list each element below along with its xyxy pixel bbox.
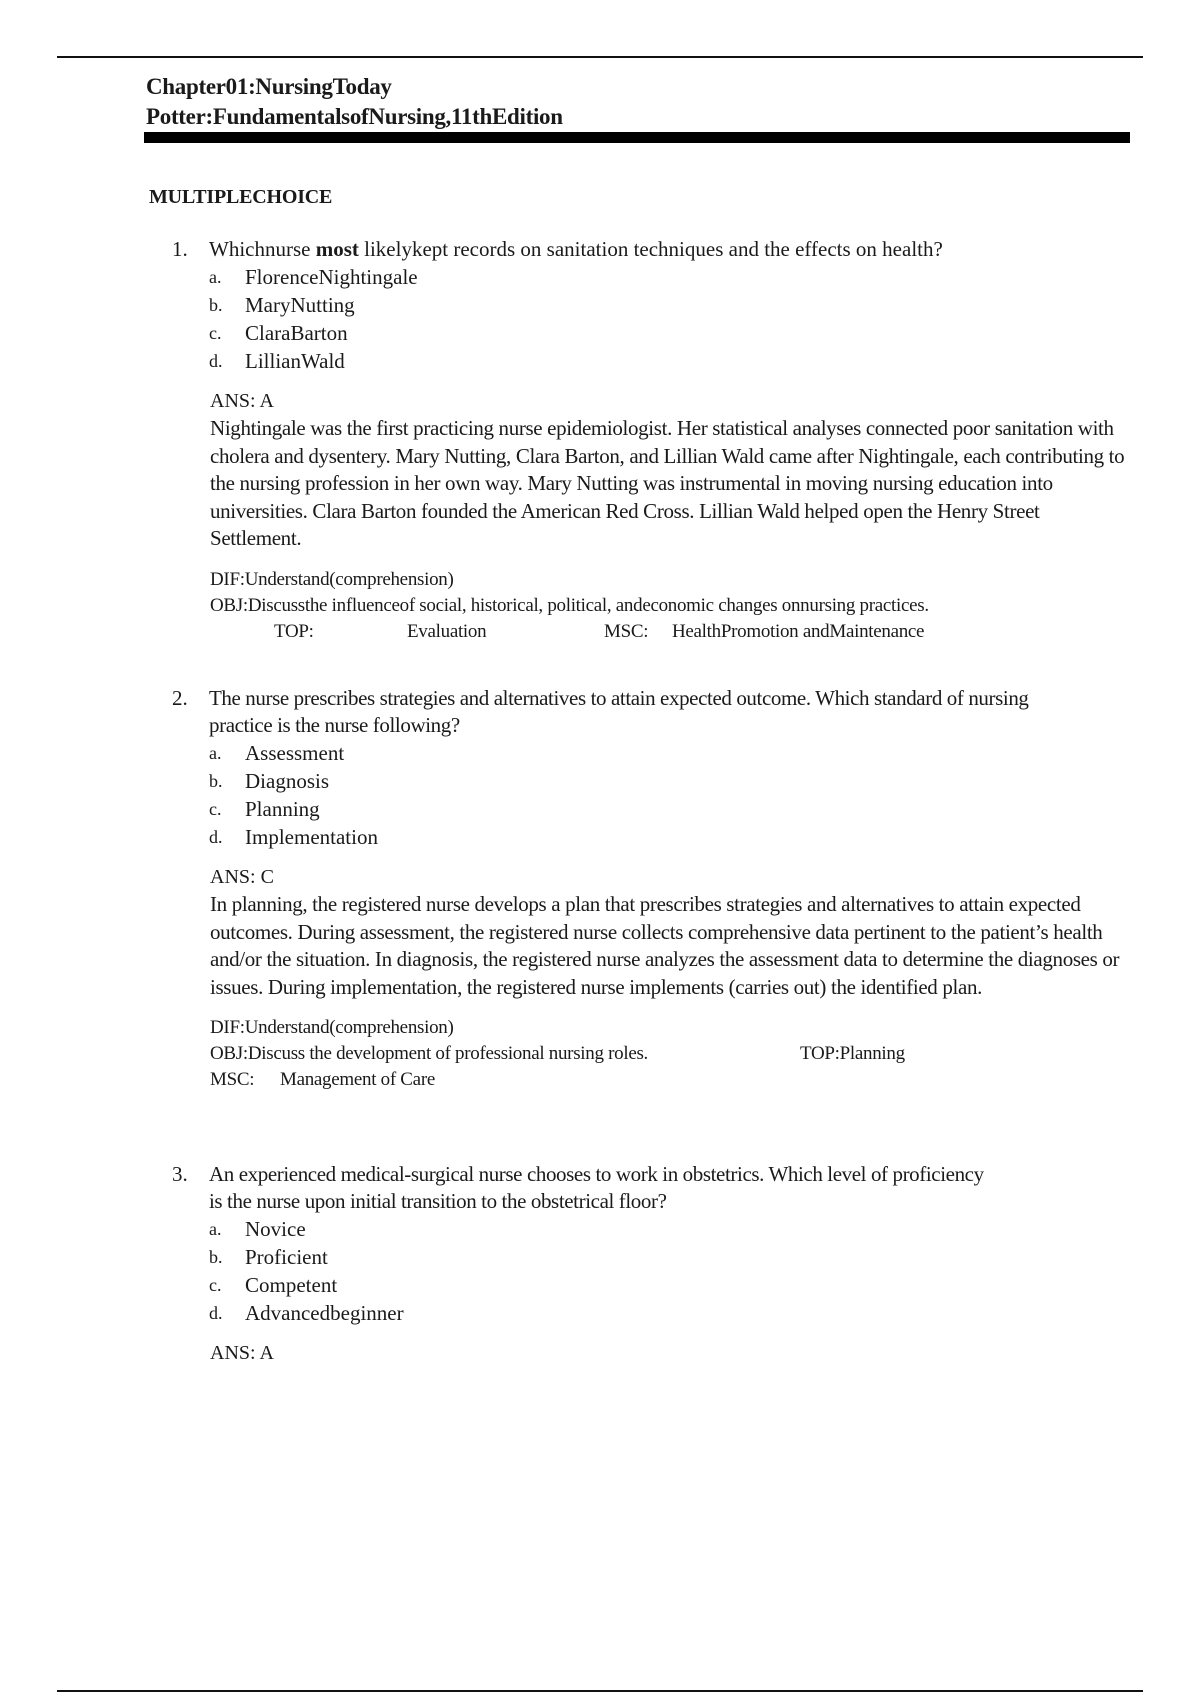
msc-value: Management of Care: [280, 1069, 435, 1090]
question-stem: [172, 1161, 1132, 1215]
answer-key: ANS: A: [210, 1342, 274, 1364]
top-rule: [57, 56, 1143, 58]
topic-label: TOP:: [274, 620, 314, 642]
question-number: 3.: [172, 1162, 188, 1186]
option-d: d. LillianWald: [209, 349, 345, 373]
stem-text: The nurse prescribes strategies and alternatives to attain expected outcome. Which standard of nursing practice is the nurse following?: [209, 686, 1029, 737]
option-a: a. Assessment: [209, 741, 345, 765]
msc-value: HealthPromotion andMaintenance: [672, 620, 925, 642]
question-number: 1.: [172, 237, 188, 261]
option-c: c. Competent: [209, 1273, 338, 1297]
rationale: Nightingale was the first practicing nurse epidemiologist. Her statistical analyses connected poor sanitation with cholera and dysentery. Mary Nutting, Clara Barton, and Lillian Wald came after Nightingale, each contributing to the nursing profession in her own way. Mary Nutting was instrumental in moving nursing education into universities. Clara Barton founded the American Red Cross. Lillian Wald helped open the Henry Street Settlement.: [210, 416, 1125, 550]
option-d: d. Advancedbeginner: [209, 1301, 404, 1325]
options-list: [209, 263, 1132, 375]
answer-block: [210, 1340, 1132, 1367]
stem-text: Whichnurse: [209, 237, 316, 261]
option-c: c. ClaraBarton: [209, 321, 348, 345]
question-3: [172, 1161, 1132, 1367]
objective: OBJ:Discuss the development of professional nursing roles.: [210, 1043, 649, 1064]
book-title: Potter:FundamentalsofNursing,11thEdition: [146, 104, 563, 129]
options-list: [209, 739, 1132, 851]
option-a: a. Novice: [209, 1217, 306, 1241]
topic: TOP:Planning: [800, 1043, 905, 1064]
document-header: [146, 72, 563, 132]
option-d: d. Implementation: [209, 825, 378, 849]
msc-label: MSC:: [210, 1069, 255, 1090]
answer-key: ANS: A: [210, 390, 274, 412]
question-stem: [172, 236, 1132, 263]
section-title: MULTIPLECHOICE: [149, 186, 333, 208]
stem-emphasis: most: [315, 237, 359, 261]
header-divider: [144, 132, 1130, 143]
option-b: b. MaryNutting: [209, 293, 355, 317]
option-a: a. FlorenceNightingale: [209, 265, 418, 289]
objective: OBJ:Discussthe influenceof social, historical, political, andeconomic changes onnursing practices.: [210, 594, 929, 616]
stem-text: likelykept records on sanitation techniques and the effects on health?: [358, 237, 943, 261]
question-number: 2.: [172, 686, 188, 710]
question-2: [172, 685, 1132, 1093]
options-list: [209, 1215, 1132, 1327]
chapter-title: Chapter01:NursingToday: [146, 74, 392, 99]
answer-block: [210, 864, 1132, 1093]
msc-label: MSC:: [604, 620, 649, 642]
metadata: [210, 567, 1132, 645]
stem-text: An experienced medical-surgical nurse chooses to work in obstetrics. Which level of proficiency is the nurse upon initial transition to the obstetrical floor?: [209, 1162, 984, 1213]
answer-block: [210, 388, 1132, 645]
answer-key: ANS: C: [210, 866, 274, 888]
option-c: c. Planning: [209, 797, 320, 821]
rationale: In planning, the registered nurse develops a plan that prescribes strategies and alternatives to attain expected outcomes. During assessment, the registered nurse collects comprehensive data pertinent to the patient’s health and/or the situation. In diagnosis, the registered nurse analyzes the assessment data to determine the diagnoses or issues. During implementation, the registered nurse implements (carries out) the identified plan.: [210, 892, 1120, 999]
metadata: [210, 1015, 1132, 1093]
topic-value: Evaluation: [407, 620, 487, 642]
question-stem: [172, 685, 1132, 739]
option-b: b. Proficient: [209, 1245, 328, 1269]
difficulty: DIF:Understand(comprehension): [210, 568, 454, 590]
option-b: b. Diagnosis: [209, 769, 329, 793]
difficulty: DIF:Understand(comprehension): [210, 1017, 454, 1038]
bottom-rule: [57, 1690, 1143, 1692]
question-1: [172, 236, 1132, 645]
